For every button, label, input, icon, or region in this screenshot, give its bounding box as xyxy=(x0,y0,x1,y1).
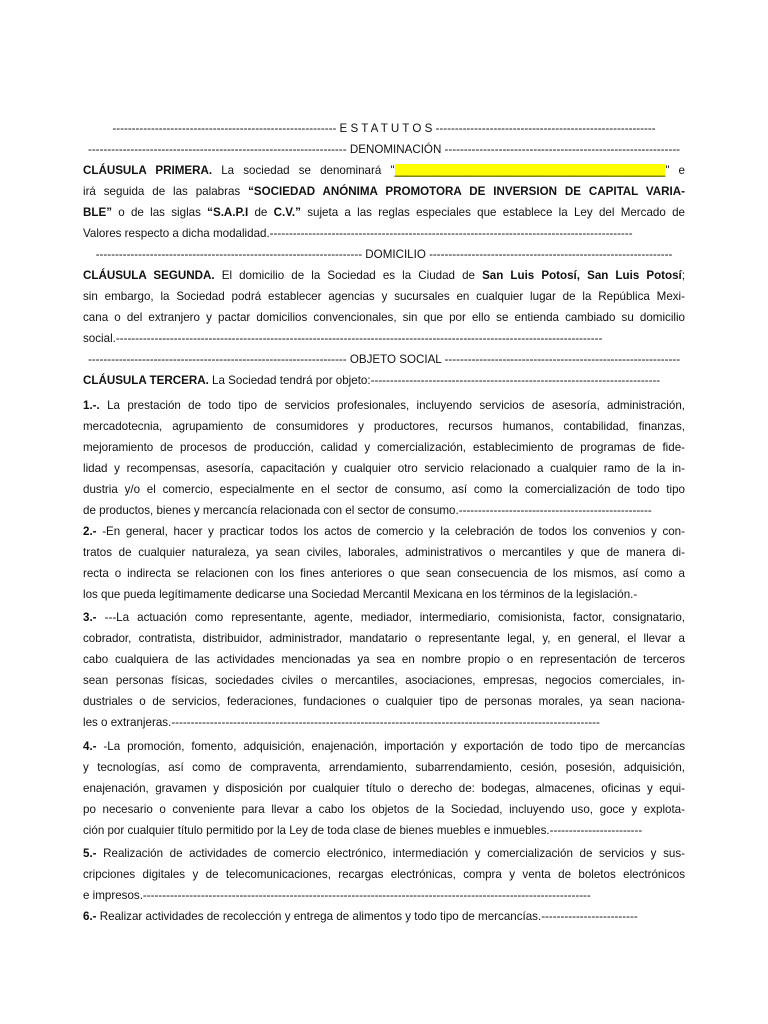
domicilio-heading xyxy=(83,244,685,265)
objeto-item-number: 6.- xyxy=(83,910,97,923)
objeto-item-text: lidad y recompensas, asesoría, capacitación y cualquier otro servicio relacionado a cualquier ramo de la in- xyxy=(83,462,685,475)
objeto-item-2-line-1 xyxy=(83,521,685,542)
objeto-item-1-line-2 xyxy=(83,416,685,437)
clausula-tercera-line xyxy=(83,370,685,391)
objeto-item-1-line-1 xyxy=(83,395,685,416)
objeto-item-4-line-4 xyxy=(83,799,685,820)
objeto-item-4-line-3 xyxy=(83,778,685,799)
objeto-item-5-line-3 xyxy=(83,885,685,906)
objeto-item-text: La prestación de todo tipo de servicios profesionales, incluyendo servicios de asesoría, administración, xyxy=(99,399,685,412)
objeto-item-text: dustria y/o el comercio, especialmente en el sector de consumo, así como la comercialización de todo tipo xyxy=(83,483,685,496)
objeto-item-4-line-1 xyxy=(83,736,685,757)
objeto-item-2-line-3 xyxy=(83,563,685,584)
objeto-social-heading xyxy=(83,349,685,370)
objeto-item-3-line-6 xyxy=(83,712,685,733)
objeto-item-text: sean personas físicas, sociedades civiles o mercantiles, asociaciones, empresas, negocios comerciales, in- xyxy=(83,674,685,687)
estatutos-heading xyxy=(83,118,685,139)
objeto-item-text: tratos de cualquier naturaleza, ya sean civiles, laborales, administrativos o mercantiles y que de manera di- xyxy=(83,546,685,559)
clausula-segunda-line-4 xyxy=(83,328,685,349)
clausula-segunda-l2-text: sin embargo, la Sociedad podrá establecer agencias y sucursales en cualquier lugar de la República Mexi- xyxy=(83,290,685,303)
objeto-item-number: 1.-. xyxy=(83,399,100,412)
objeto-item-text: Realización de actividades de comercio electrónico, intermediación y comercialización de servicios y sus- xyxy=(96,847,685,860)
clausula-segunda-l4-text: social.------------------------------------------------------------------------------------------------------------------------------ xyxy=(83,332,603,345)
clausula-primera-line-2 xyxy=(83,181,685,202)
clausula-segunda-line-1 xyxy=(83,265,685,286)
clausula-segunda-line-3 xyxy=(83,307,685,328)
objeto-item-number: 5.- xyxy=(83,847,97,860)
objeto-item-3-line-5 xyxy=(83,691,685,712)
clausula-primera-line-1 xyxy=(83,160,685,181)
estatutos-heading-text: ---------------------------------------------------------- E S T A T U T O S --------------------------------------------------------- xyxy=(112,122,656,135)
objeto-item-text: les o extranjeras.--------------------------------------------------------------------------------------------------------------- xyxy=(83,716,600,729)
siglas-cv: C.V.” xyxy=(273,206,301,219)
objeto-item-1-line-5 xyxy=(83,479,685,500)
objeto-item-text: ción por cualquier título permitido por la Ley de toda clase de bienes muebles e inmuebles.------------------------ xyxy=(83,824,643,837)
objeto-item-text: dustriales o de servicios, federaciones, fundaciones o cualquier tipo de personas morales, ya sean naciona- xyxy=(83,695,685,708)
objeto-item-3-line-1 xyxy=(83,607,685,628)
objeto-item-text: de productos, bienes y mercancía relacionada con el sector de consumo.-------------------------------------------------- xyxy=(83,504,652,517)
objeto-item-text: po necesario o conveniente para llevar a cabo los objetos de la Sociedad, incluyendo uso, goce y explota- xyxy=(83,803,685,816)
objeto-item-number: 3.- xyxy=(83,611,97,624)
objeto-item-3-line-4 xyxy=(83,670,685,691)
clausula-primera-l3-text: o de las siglas xyxy=(111,206,208,219)
clausula-primera-end: " e xyxy=(665,164,685,177)
clausula-segunda-line-2 xyxy=(83,286,685,307)
objeto-item-text: mejoramiento de procesos de producción, calidad y comercialización, establecimiento de programas de fide- xyxy=(83,441,685,454)
clausula-tercera-label: CLÁUSULA TERCERA. xyxy=(83,374,209,387)
objeto-item-4-line-2 xyxy=(83,757,685,778)
objeto-item-4-line-5 xyxy=(83,820,685,841)
objeto-item-text: -La promoción, fomento, adquisición, enajenación, importación y exportación de todo tipo de mercancías xyxy=(96,740,685,753)
objeto-item-text: y tecnologías, así como de compraventa, arrendamiento, subarrendamiento, cesión, posesión, adquisición, xyxy=(83,761,685,774)
clausula-primera-line-4 xyxy=(83,223,685,244)
clausula-primera-l4-text: Valores respecto a dicha modalidad.---------------------------------------------------------------------------------------------- xyxy=(83,227,633,240)
clausula-primera-line-3 xyxy=(83,202,685,223)
objeto-item-6-line-1 xyxy=(83,906,685,927)
objeto-item-1-line-4 xyxy=(83,458,685,479)
clausula-tercera-text: La Sociedad tendrá por objeto:--------------------------------------------------------------------------- xyxy=(208,374,661,387)
objeto-item-2-line-2 xyxy=(83,542,685,563)
objeto-item-text: los que pueda legítimamente dedicarse una Sociedad Mercantil Mexicana en los términos de la legislación.- xyxy=(83,588,638,601)
clausula-segunda-label: CLÁUSULA SEGUNDA. xyxy=(83,269,215,282)
clausula-primera-label: CLÁUSULA PRIMERA. xyxy=(83,164,213,177)
objeto-social-heading-text: ------------------------------------------------------------------- OBJETO SOCIAL ------------------------------------------------------------- xyxy=(87,353,681,366)
objeto-item-text: cripciones digitales y de telecomunicaciones, recargas electrónicas, compra y venta de boletos electrónicos xyxy=(83,868,685,881)
company-name-blank: __________________________________________ xyxy=(394,164,666,177)
objeto-item-text: e impresos.-------------------------------------------------------------------------------------------------------------------- xyxy=(83,889,591,902)
clausula-primera-l3-de: de xyxy=(248,206,274,219)
objeto-item-text: recta o indirecta se relacionen con los fines anteriores o que sean consecuencia de los mismos, así como a xyxy=(83,567,685,580)
denominacion-heading-text: ------------------------------------------------------------------- DENOMINACIÓN ------------------------------------------------------------- xyxy=(87,143,681,156)
clausula-segunda-l3-text: cana o del extranjero y pactar domicilios convencionales, sin que por ello se entienda cambiado su domicilio xyxy=(83,311,685,324)
objeto-item-text: enajenación, gravamen y disposición por cualquier título o derecho de: bodegas, almacenes, oficinas y equi- xyxy=(83,782,685,795)
objeto-item-1-line-3 xyxy=(83,437,685,458)
clausula-primera-l2-text: irá seguida de las palabras xyxy=(83,185,249,198)
objeto-item-text: ---La actuación como representante, agente, mediador, intermediario, comisionista, factor, consignatario, xyxy=(96,611,685,624)
objeto-item-5-line-1 xyxy=(83,843,685,864)
denominacion-heading xyxy=(83,139,685,160)
sociedad-type-bold-end: BLE” xyxy=(83,206,112,219)
objeto-item-3-line-3 xyxy=(83,649,685,670)
objeto-item-1-line-6 xyxy=(83,500,685,521)
siglas-sapi: “S.A.P.I xyxy=(207,206,249,219)
clausula-primera-l3-rest: sujeta a las reglas especiales que establece la Ley del Mercado de xyxy=(300,206,685,219)
clausula-primera-text: La sociedad se denominará " xyxy=(212,164,395,177)
objeto-item-5-line-2 xyxy=(83,864,685,885)
objeto-item-text: cabo cualquiera de las actividades mencionadas ya sea en nombre propio o en representación de terceros xyxy=(83,653,685,666)
objeto-item-number: 2.- xyxy=(83,525,97,538)
clausula-segunda-semicolon: ; xyxy=(681,269,685,282)
objeto-item-text: cobrador, contratista, distribuidor, administrador, mandatario o representante legal, y, en general, el llevar a xyxy=(83,632,685,645)
objeto-item-text: -En general, hacer y practicar todos los actos de comercio y la celebración de todos los convenios y con- xyxy=(96,525,685,538)
objeto-item-3-line-2 xyxy=(83,628,685,649)
objeto-item-text: mercadotecnia, agrupamiento de consumidores y productores, recursos humanos, contabilidad, finanzas, xyxy=(83,420,685,433)
objeto-item-number: 4.- xyxy=(83,740,97,753)
domicilio-heading-text: --------------------------------------------------------------------- DOMICILIO --------------------------------------------------------------- xyxy=(95,248,673,261)
sociedad-type-bold: “SOCIEDAD ANÓNIMA PROMOTORA DE INVERSION DE CAPITAL VARIA- xyxy=(248,185,685,198)
objeto-item-text: Realizar actividades de recolección y entrega de alimentos y todo tipo de mercancías.------------------------- xyxy=(96,910,638,923)
domicilio-city: San Luis Potosí, San Luis Potosí xyxy=(482,269,682,282)
objeto-item-2-line-4 xyxy=(83,584,685,605)
clausula-segunda-text: El domicilio de la Sociedad es la Ciudad de xyxy=(214,269,483,282)
